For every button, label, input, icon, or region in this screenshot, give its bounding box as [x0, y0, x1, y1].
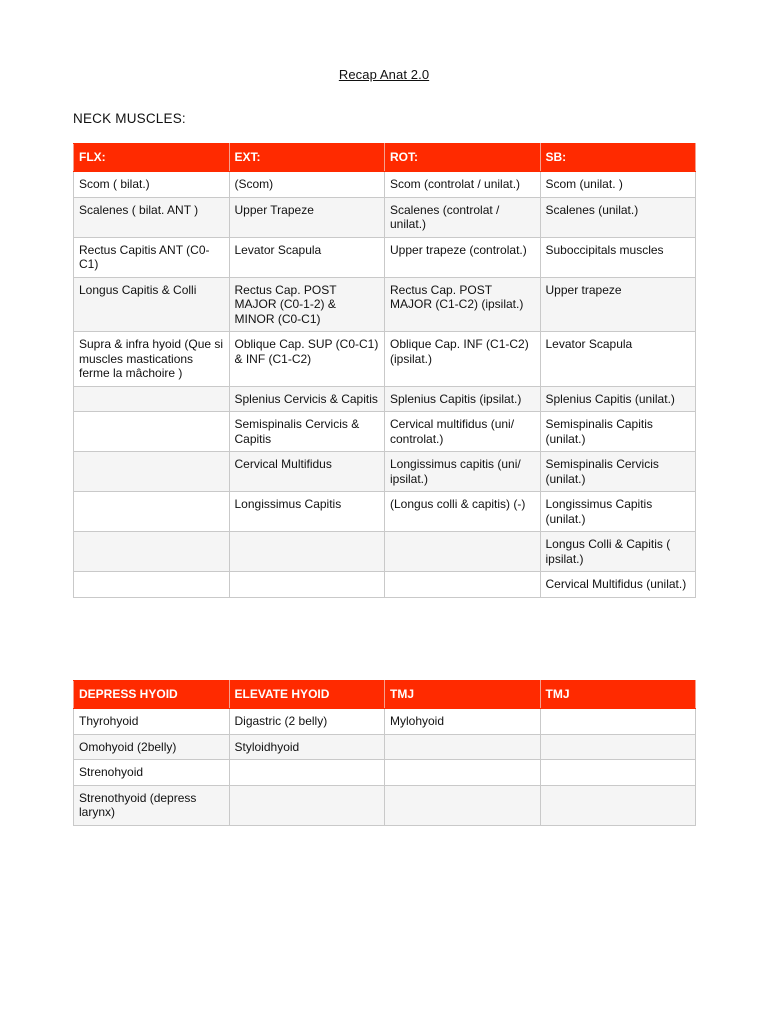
table-cell: Scom ( bilat.) [74, 172, 230, 198]
table-cell [74, 386, 230, 412]
table-cell: Suboccipitals muscles [540, 237, 696, 277]
table-cell: (Longus colli & capitis) (-) [385, 492, 541, 532]
table-cell: Strenothyoid (depress larynx) [74, 785, 230, 825]
table-cell: Cervical Multifidus (unilat.) [540, 572, 696, 598]
neck-muscles-table [73, 143, 696, 598]
hyoid-tmj-table [73, 680, 696, 826]
table-cell: Thyrohyoid [74, 709, 230, 735]
table-cell: Rectus Cap. POST MAJOR (C1-C2) (ipsilat.) [385, 277, 541, 332]
table-cell [540, 709, 696, 735]
table-cell [74, 572, 230, 598]
table-cell: Longus Colli & Capitis ( ipsilat.) [540, 532, 696, 572]
table-cell: Cervical multifidus (uni/ controlat.) [385, 412, 541, 452]
table-header-row [74, 144, 696, 172]
table-cell: Splenius Cervicis & Capitis [229, 386, 385, 412]
header-cell-tmj: TMJ [540, 681, 696, 709]
table-cell: (Scom) [229, 172, 385, 198]
header-cell-rot: ROT: [385, 144, 541, 172]
document-title: Recap Anat 2.0 [338, 67, 430, 82]
table-cell: Splenius Capitis (unilat.) [540, 386, 696, 412]
table-cell: Mylohyoid [385, 709, 541, 735]
table-cell: Upper trapeze (controlat.) [385, 237, 541, 277]
table-cell: Styloidhyoid [229, 734, 385, 760]
table-cell: Upper trapeze [540, 277, 696, 332]
table-cell: Scom (unilat. ) [540, 172, 696, 198]
table-cell: Semispinalis Capitis (unilat.) [540, 412, 696, 452]
table-row [74, 172, 696, 198]
table-row [74, 386, 696, 412]
table-cell [385, 785, 541, 825]
table-row [74, 277, 696, 332]
table-cell: Semispinalis Cervicis & Capitis [229, 412, 385, 452]
table-cell [385, 532, 541, 572]
table-cell: Upper Trapeze [229, 197, 385, 237]
table-row [74, 709, 696, 735]
table-cell: Longus Capitis & Colli [74, 277, 230, 332]
table-cell: Scalenes (unilat.) [540, 197, 696, 237]
table-cell: Cervical Multifidus [229, 452, 385, 492]
table-cell [385, 572, 541, 598]
table-cell: Longissimus Capitis [229, 492, 385, 532]
table-cell [385, 760, 541, 786]
table-cell: Scalenes (controlat / unilat.) [385, 197, 541, 237]
table-cell [540, 785, 696, 825]
header-cell-depress-hyoid: DEPRESS HYOID [74, 681, 230, 709]
table-cell: Rectus Capitis ANT (C0-C1) [74, 237, 230, 277]
table-cell: Oblique Cap. SUP (C0-C1) & INF (C1-C2) [229, 332, 385, 387]
table-cell: Semispinalis Cervicis (unilat.) [540, 452, 696, 492]
table-cell: Supra & infra hyoid (Que si muscles mastications ferme la mâchoire ) [74, 332, 230, 387]
table-cell: Strenohyoid [74, 760, 230, 786]
table-cell [540, 734, 696, 760]
table-cell: Rectus Cap. POST MAJOR (C0-1-2) & MINOR (C0-C1) [229, 277, 385, 332]
table-cell [229, 532, 385, 572]
table-header-row [74, 681, 696, 709]
table-cell: Oblique Cap. INF (C1-C2) (ipsilat.) [385, 332, 541, 387]
table-cell [74, 492, 230, 532]
header-cell-elevate-hyoid: ELEVATE HYOID [229, 681, 385, 709]
table-cell: Scom (controlat / unilat.) [385, 172, 541, 198]
table-cell [74, 412, 230, 452]
table-cell: Omohyoid (2belly) [74, 734, 230, 760]
table-cell: Longissimus Capitis (unilat.) [540, 492, 696, 532]
table-cell [74, 452, 230, 492]
table-cell: Levator Scapula [540, 332, 696, 387]
header-cell-sb: SB: [540, 144, 696, 172]
header-cell-ext: EXT: [229, 144, 385, 172]
table-cell [229, 760, 385, 786]
table-cell: Longissimus capitis (uni/ ipsilat.) [385, 452, 541, 492]
table-row [74, 532, 696, 572]
table-row [74, 760, 696, 786]
header-cell-flx: FLX: [74, 144, 230, 172]
table-row [74, 197, 696, 237]
table-cell [540, 760, 696, 786]
table-cell [229, 572, 385, 598]
table-cell: Splenius Capitis (ipsilat.) [385, 386, 541, 412]
table-cell: Digastric (2 belly) [229, 709, 385, 735]
table-cell [229, 785, 385, 825]
table-row [74, 452, 696, 492]
header-cell-tmj: TMJ [385, 681, 541, 709]
table-row [74, 572, 696, 598]
table-cell: Scalenes ( bilat. ANT ) [74, 197, 230, 237]
table-cell: Levator Scapula [229, 237, 385, 277]
table-row [74, 785, 696, 825]
table-row [74, 492, 696, 532]
table-cell [385, 734, 541, 760]
table-row [74, 332, 696, 387]
table-row [74, 734, 696, 760]
table-row [74, 237, 696, 277]
section-heading-neck-muscles: NECK MUSCLES: [73, 111, 186, 126]
table-row [74, 412, 696, 452]
table-cell [74, 532, 230, 572]
